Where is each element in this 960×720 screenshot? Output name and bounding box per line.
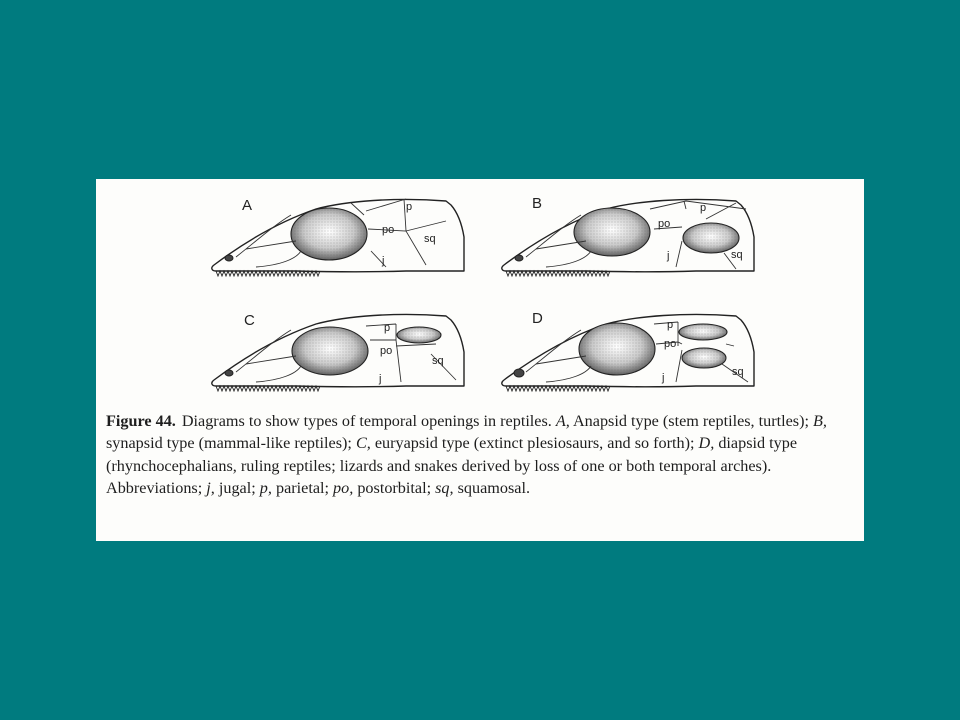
caption-italic: B,	[813, 412, 827, 430]
label-po: po	[380, 345, 393, 357]
caption-text	[106, 412, 827, 497]
panel-letter: C	[244, 312, 255, 329]
nostril	[225, 370, 233, 376]
caption-italic: j,	[206, 479, 215, 498]
skull-panel-d	[502, 310, 754, 391]
caption-segment: Anapsid type (stem reptiles, turtles);	[569, 412, 814, 430]
caption-italic: C,	[355, 434, 371, 453]
caption-segment: jugal;	[214, 479, 260, 498]
label-j: j	[382, 255, 385, 267]
figure-card	[96, 179, 864, 541]
label-sq: sq	[424, 233, 436, 245]
label-j: j	[662, 372, 665, 384]
label-p: p	[406, 201, 413, 213]
label-p: p	[384, 322, 391, 334]
nostril	[514, 369, 524, 377]
caption-segment: diapsid type (rhynchocephalians, ruling reptiles; lizards and snakes derived by loss of one or both temporal arches). Abbreviations;	[106, 434, 798, 498]
caption-segment: squamosal.	[453, 479, 531, 498]
figure-number: Figure 44.	[106, 412, 176, 430]
panel-letter: A	[242, 197, 253, 214]
panel-letter: D	[532, 310, 543, 327]
label-j: j	[379, 373, 382, 385]
caption-italic: D,	[698, 434, 715, 453]
caption-segment: postorbital;	[353, 479, 436, 498]
label-sq: sq	[732, 366, 744, 378]
label-po: po	[658, 218, 671, 230]
label-p: p	[667, 319, 674, 331]
label-p: p	[700, 202, 707, 214]
nostril	[225, 255, 233, 261]
caption-segment: synapsid type (mammal-like reptiles);	[106, 434, 356, 453]
label-sq: sq	[432, 355, 444, 367]
orbit-stipple	[291, 208, 367, 260]
label-sq: sq	[731, 249, 743, 261]
label-po: po	[664, 338, 677, 350]
teeth	[506, 271, 610, 276]
teeth	[216, 271, 320, 276]
upper-temporal-stipple	[679, 324, 727, 340]
upper-temporal-stipple	[397, 327, 441, 343]
label-po: po	[382, 224, 395, 236]
skull-diagrams	[96, 179, 864, 409]
caption-segment: parietal;	[271, 479, 334, 498]
caption-italic: sq,	[435, 479, 454, 498]
teeth	[506, 386, 610, 391]
caption-segment: euryapsid type (extinct plesiosaurs, and so forth);	[370, 434, 699, 453]
caption-italic: po,	[333, 479, 354, 498]
label-j: j	[667, 250, 670, 262]
skull-panel-a	[212, 197, 464, 276]
orbit-stipple	[292, 327, 368, 375]
skull-panel-c	[212, 312, 464, 391]
nostril	[515, 255, 523, 261]
orbit-stipple	[574, 208, 650, 256]
caption-italic: p,	[259, 479, 272, 498]
caption-italic: A,	[555, 412, 570, 430]
figure-caption	[106, 410, 862, 500]
teeth	[216, 386, 320, 391]
skull-panel-b	[502, 195, 754, 276]
lower-temporal-stipple	[682, 348, 726, 368]
caption-segment: Diagrams to show types of temporal openings in reptiles.	[181, 412, 556, 430]
panel-letter: B	[532, 195, 543, 212]
